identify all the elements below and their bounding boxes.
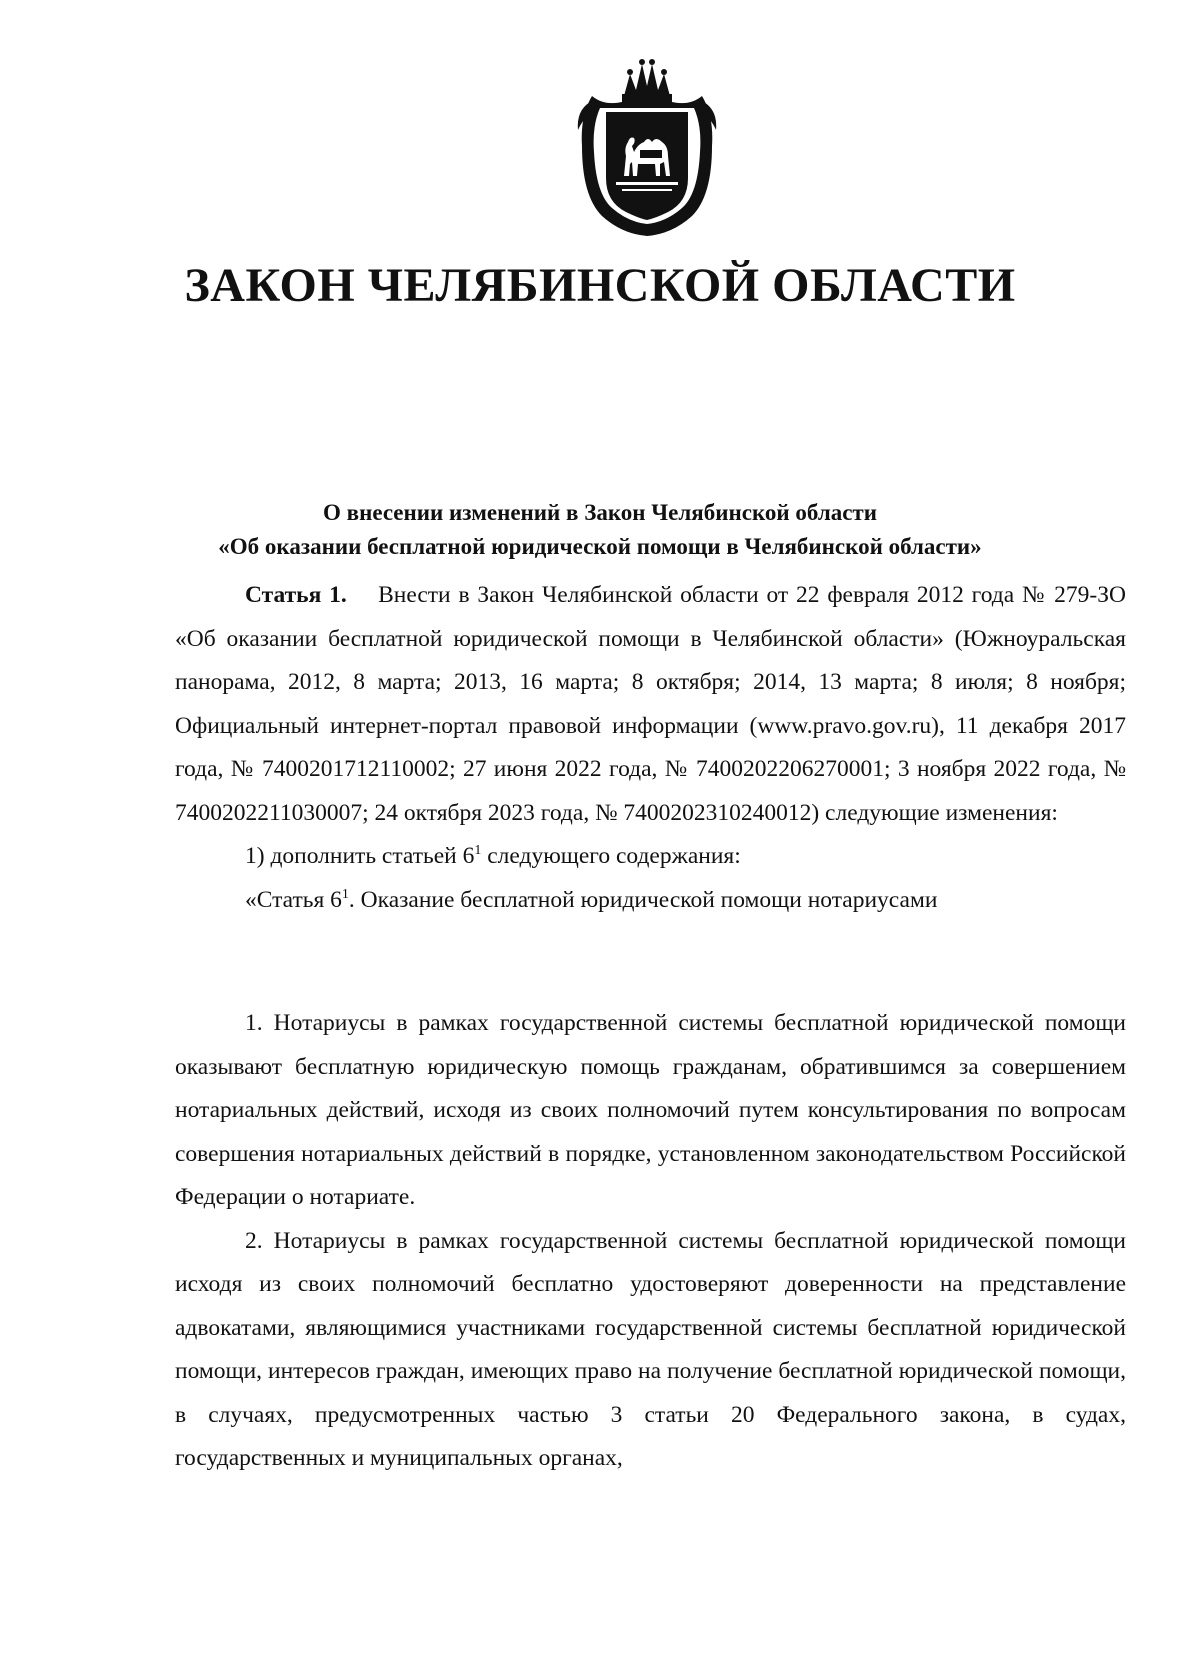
new-article-title: . Оказание бесплатной юридической помощи нотариусами [348,886,938,913]
item-1-superscript: 1 [474,843,482,858]
coat-of-arms-icon [572,56,722,238]
new-article-heading [175,879,1126,923]
point-2-paragraph: 2. Нотариусы в рамках государственной системы бесплатной юридической помощи исходя из своих полномочий бесплатно удостоверяют доверенности на представление адвокатами, являющимися участниками государственной системы бесплатной юридической помощи, интересов граждан, имеющих право на получение бесплатной юридической помощи, в случаях, предусмотренных частью 3 статьи 20 Федерального закона, в судах, государственных и муниципальных органах, [175,1227,1126,1471]
article-1-text: Внести в Закон Челябинской области от 22 февраля 2012 года № 279-ЗО «Об оказании бесплатной юридической помощи в Челябинской области» (Южноуральская панорама, 2012, 8 марта; 2013, 16 марта; 8 октября; 2014, 13 марта; 8 июля; 8 ноября; Официальный интернет-портал правовой информации (www.pravo.gov.ru), 11 декабря 2017 года, № 7400201712110002; 27 июня 2022 года, № 7400202206270001; 3 ноября 2022 года, № 7400202211030007; 24 октября 2023 года, № 7400202310240012) следующие изменения: [175,582,1127,826]
point-1-paragraph: 1. Нотариусы в рамках государственной системы бесплатной юридической помощи оказывают бесплатную юридическую помощь гражданам, обратившимся за совершением нотариальных действий, исходя из своих полномочий путем консультирования по вопросам совершения нотариальных действий в порядке, установленном законодательством Российской Федерации о нотариате. [175,1010,1126,1210]
item-1-prefix: 1) дополнить статьей 6 [245,843,475,869]
subtitle-line-2: «Об оказании бесплатной юридической помощи в Челябинской области» [218,534,982,559]
document-title: ЗАКОН ЧЕЛЯБИНСКОЙ ОБЛАСТИ [184,259,1016,312]
new-article-prefix: «Статья 6 [245,886,342,913]
article-1-paragraph [175,574,1126,835]
item-1-suffix: следующего содержания: [481,843,741,869]
new-article-body [175,1002,1126,1481]
document-body [175,574,1126,922]
article-1-label: Статья 1. [245,582,347,608]
subtitle-line-1: О внесении изменений в Закон Челябинской области [323,500,877,525]
item-1-paragraph [175,835,1126,879]
document-subtitle [100,496,1100,564]
new-article-superscript: 1 [341,886,349,902]
